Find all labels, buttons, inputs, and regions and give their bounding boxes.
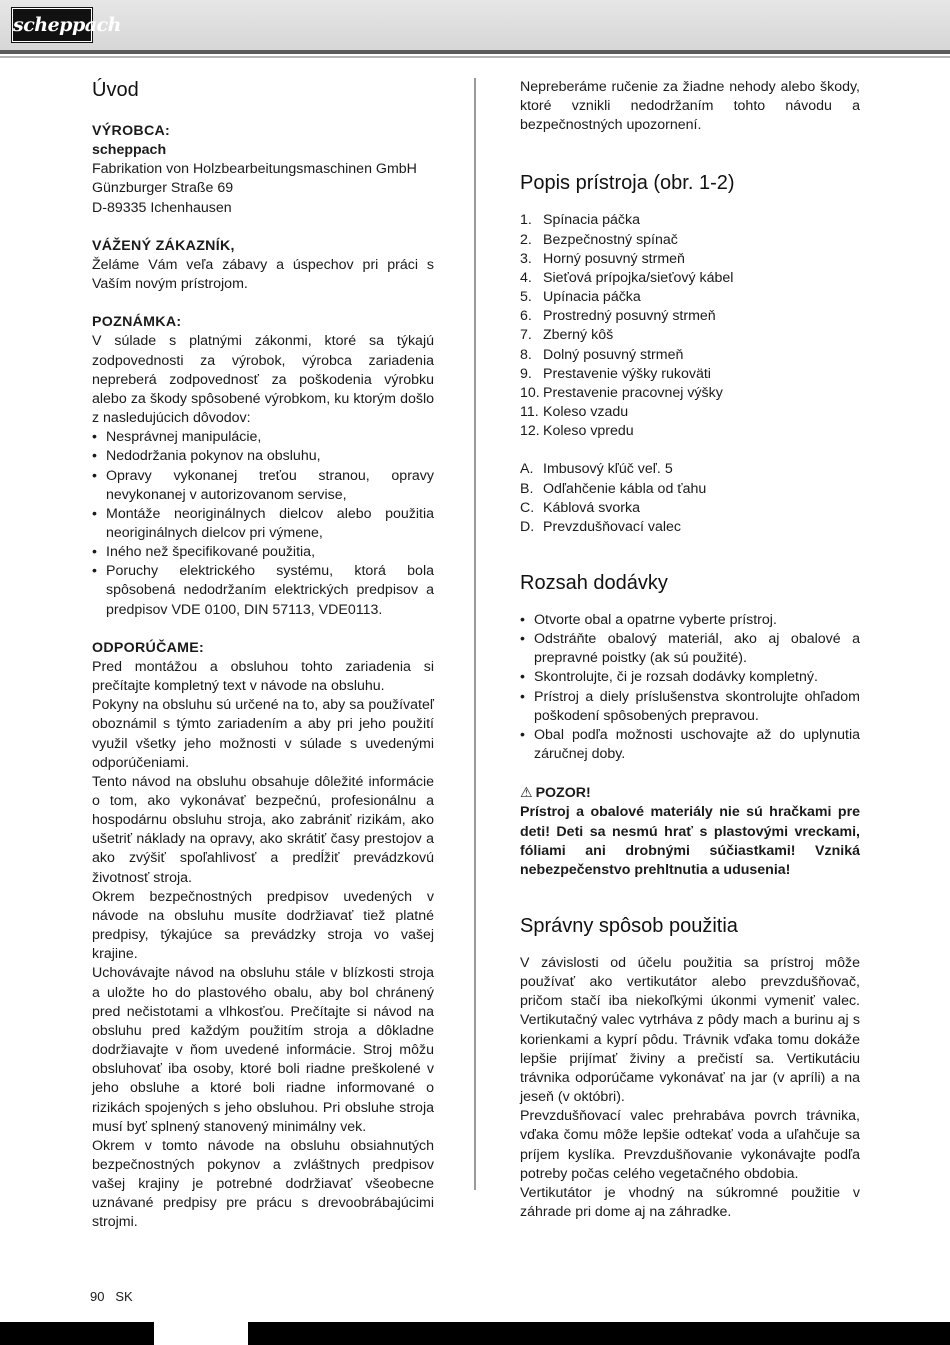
list-item: • Obal podľa možnosti uschovajte až do uplynutia záručnej doby.	[520, 726, 860, 764]
item-text: Prostredný posuvný strmeň	[543, 308, 716, 325]
section-title-intro: Úvod	[92, 79, 139, 101]
use-paragraph: Vertikutátor je vhodný na súkromné použitie v záhrade pri dome aj na záhradke.	[520, 1184, 860, 1221]
warning-label: POZOR!	[535, 785, 591, 802]
item-text: Dolný posuvný strmeň	[543, 346, 684, 363]
warning-triangle-icon: ⚠	[520, 784, 533, 801]
item-text: Koleso vzadu	[543, 404, 629, 421]
item-text: Spínacia páčka	[543, 212, 641, 229]
page-footer	[90, 1289, 133, 1304]
list-item	[520, 384, 860, 403]
item-text: Prevzdušňovací valec	[543, 518, 682, 535]
list-item	[520, 518, 860, 537]
page-number: 90	[90, 1289, 105, 1304]
list-item: • Skontrolujte, či je rozsah dodávky kompletný.	[520, 668, 860, 687]
address-line: D-89335 Ichenhausen	[92, 199, 232, 216]
list-item	[520, 307, 860, 326]
item-text: Imbusový kľúč veľ. 5	[543, 461, 673, 478]
list-item	[520, 346, 860, 365]
left-column	[92, 78, 434, 1233]
recommend-paragraph: Pokyny na obsluhu sú určené na to, aby sa používateľ oboznámil s týmto zariadením a aby pri jeho použití využil všetky jeho možnosti v súlade s uvedenými odporúčeniami.	[92, 697, 434, 771]
item-number: 1.	[520, 212, 532, 229]
item-number: 8.	[520, 346, 532, 363]
header-rule-thin	[0, 56, 950, 58]
item-text: Prestavenie pracovnej výšky	[543, 384, 723, 401]
recommend-paragraph: Tento návod na obsluhu obsahuje dôležité informácie o tom, ako vykonávať bezpečnú, profesionálnu a hospodárnu obsluhu stroja, ako zabrániť rizikám, ako ušetriť náklady na opravy, ako skrátiť časy prestojov a ako zvýšiť spoľahlivosť a predĺžiť prevádzkovú životnosť stroja.	[92, 773, 434, 886]
recommend-paragraph: Okrem bezpečnostných predpisov uvedených v návode na obsluhu musíte dodržiavať tiež platné predpisy, týkajúce sa prevádzky stroja vo vašej krajine.	[92, 888, 434, 963]
item-text: Bezpečnostný spínač	[543, 231, 678, 248]
item-letter: C.	[520, 499, 535, 516]
item-text: Horný posuvný strmeň	[543, 250, 685, 267]
list-item: • Otvorte obal a opatrne vyberte prístroj.	[520, 611, 860, 630]
note-label: POZNÁMKA:	[92, 314, 182, 331]
item-number: 9.	[520, 365, 532, 382]
footer-bar-right	[248, 1322, 950, 1345]
warning-text: Prístroj a obalové materiály nie sú hračkami pre deti! Deti sa nesmú hrať s plastovými vreckami, fóliami ani drobnými súčiastkami! Vzniká nebezpečenstvo prehltnutia a udusenia!	[520, 804, 860, 878]
list-item	[520, 403, 860, 422]
list-item	[520, 250, 860, 269]
use-paragraph: Prevzdušňovací valec prehrabáva povrch trávnika, vďaka čomu môže lepšie odtekať voda a uľahčuje sa príjem kyslíka. Prevzdušňovanie vykonávajte podľa potreby počas celého vegetačného obdobia.	[520, 1108, 860, 1182]
list-item	[520, 231, 860, 250]
list-item	[520, 480, 860, 499]
item-letter: A.	[520, 461, 534, 478]
scheppach-logo: scheppach	[12, 8, 92, 42]
manufacturer-label: VÝROBCA:	[92, 123, 171, 139]
list-item: • Nedodržania pokynov na obsluhu,	[92, 447, 434, 466]
item-number: 10.	[520, 384, 540, 401]
header-rule	[0, 50, 950, 54]
header-band	[0, 0, 950, 50]
section-title-use: Správny spôsob použitia	[520, 915, 738, 937]
recommend-paragraph: Uchovávajte návod na obsluhu stále v blízkosti stroja a uložte ho do plastového obalu, aby bol chránený pred nečistotami a vlhkosťou. Prečítajte si návod na obsluhu pred každým použitím stroja a dôkladne dodržiavajte v ňom uvedené informácie. Stroj môžu obsluhovať iba osoby, ktoré boli riadne preškolené v jeho obsluhe a ktoré boli riadne informované o rizikách spojených s jeho obsluhou. Pri obsluhe stroja musí byť splnený stanovený minimálny vek.	[92, 965, 434, 1135]
list-item: • Opravy vykonanej treťou stranou, opravy nevykonanej v autorizovanom servise,	[92, 467, 434, 505]
list-item: • Nesprávnej manipulácie,	[92, 428, 434, 447]
list-item	[520, 422, 860, 441]
list-item	[520, 499, 860, 518]
manufacturer-name: scheppach	[92, 142, 167, 159]
item-text: Prestavenie výšky rukoväti	[543, 365, 711, 382]
accessories-list	[520, 460, 860, 537]
list-item	[520, 326, 860, 345]
note-list	[92, 428, 434, 620]
item-letter: D.	[520, 518, 535, 535]
address-line: Günzburger Straße 69	[92, 180, 234, 197]
item-number: 7.	[520, 327, 532, 344]
item-number: 5.	[520, 289, 532, 306]
item-letter: B.	[520, 480, 534, 497]
list-item: • Prístroj a diely príslušenstva skontrolujte ohľadom poškodení spôsobených prepravou.	[520, 688, 860, 726]
scope-list	[520, 611, 860, 764]
footer-bar-left	[0, 1322, 154, 1345]
recommend-paragraph: Pred montážou a obsluhou tohto zariadenia si prečítajte kompletný text v návode na obsluhu.	[92, 658, 434, 695]
language-code: SK	[115, 1289, 133, 1304]
item-text: Koleso vpredu	[543, 423, 634, 440]
customer-label: VÁŽENÝ ZÁKAZNÍK,	[92, 237, 235, 254]
parts-list	[520, 211, 860, 441]
list-item	[520, 365, 860, 384]
list-item: • Montáže neoriginálnych dielcov alebo použitia neoriginálnych dielcov pri výmene,	[92, 505, 434, 543]
item-text: Odľahčenie kábla od ťahu	[543, 480, 707, 497]
item-text: Upínacia páčka	[543, 289, 641, 306]
item-number: 11.	[520, 404, 539, 421]
list-item: • Poruchy elektrického systému, ktorá bola spôsobená nedodržaním elektrických predpisov a predpisov VDE 0100, DIN 57113, VDE0113.	[92, 562, 434, 619]
note-text: V súlade s platnými zákonmi, ktoré sa týkajú zodpovednosti za výrobok, výrobca zariadenia nepreberá zodpovednosť za poškodenia výrobku alebo za škody spôsobené výrobkom, ku ktorým došlo z nasledujúcich dôvodov:	[92, 333, 434, 427]
item-text: Sieťová prípojka/sieťový kábel	[543, 269, 734, 286]
list-item	[520, 211, 860, 230]
warning-heading	[520, 783, 860, 803]
intro-text: Nepreberáme ručenie za žiadne nehody alebo škody, ktoré vznikli nedodržaním tohto návodu a bezpečnostných upozornení.	[520, 79, 860, 134]
use-paragraph: V závislosti od účelu použitia sa prístroj môže používať ako vertikutátor alebo prevzdušňovač, pričom stačí iba niekoľkými úkonmi vymeniť valec. Vertikutačný valec vytrháva z pôdy mach a burinu aj s korienkami a kyprí pôdu. Trávnik vďaka tomu dokáže lepšie prijímať živiny a prečistí sa. Vertikutáciu trávnika odporúčame vykonávať na jar (v apríli) a na jeseň (v októbri).	[520, 955, 860, 1106]
item-number: 6.	[520, 308, 532, 325]
item-number: 4.	[520, 269, 532, 286]
item-number: 2.	[520, 231, 532, 248]
section-title-scope: Rozsah dodávky	[520, 571, 668, 594]
item-text: Káblová svorka	[543, 499, 640, 516]
column-divider	[474, 78, 476, 1190]
item-text: Zberný kôš	[543, 327, 614, 344]
list-item: • Odstráňte obalový materiál, ako aj obalové a prepravné poistky (ak sú použité).	[520, 630, 860, 668]
section-title-description: Popis prístroja (obr. 1-2)	[520, 172, 735, 195]
address-line: Fabrikation von Holzbearbeitungsmaschinen GmbH	[92, 161, 417, 178]
item-number: 12.	[520, 423, 540, 440]
right-column	[520, 78, 860, 1222]
list-item	[520, 460, 860, 479]
recommend-paragraph: Okrem v tomto návode na obsluhu obsiahnutých bezpečnostných pokynov a zvláštnych predpisov vašej krajiny je potrebné dodržiavať všeobecne uznávané predpisy pre prácu s drevoobrábajúcimi strojmi.	[92, 1137, 434, 1231]
item-number: 3.	[520, 250, 532, 267]
customer-text: Želáme Vám veľa zábavy a úspechov pri práci s Vaším novým prístrojom.	[92, 256, 434, 293]
recommend-label: ODPORÚČAME:	[92, 639, 205, 656]
list-item	[520, 269, 860, 288]
list-item: • Iného než špecifikované použitia,	[92, 543, 434, 562]
list-item	[520, 288, 860, 307]
